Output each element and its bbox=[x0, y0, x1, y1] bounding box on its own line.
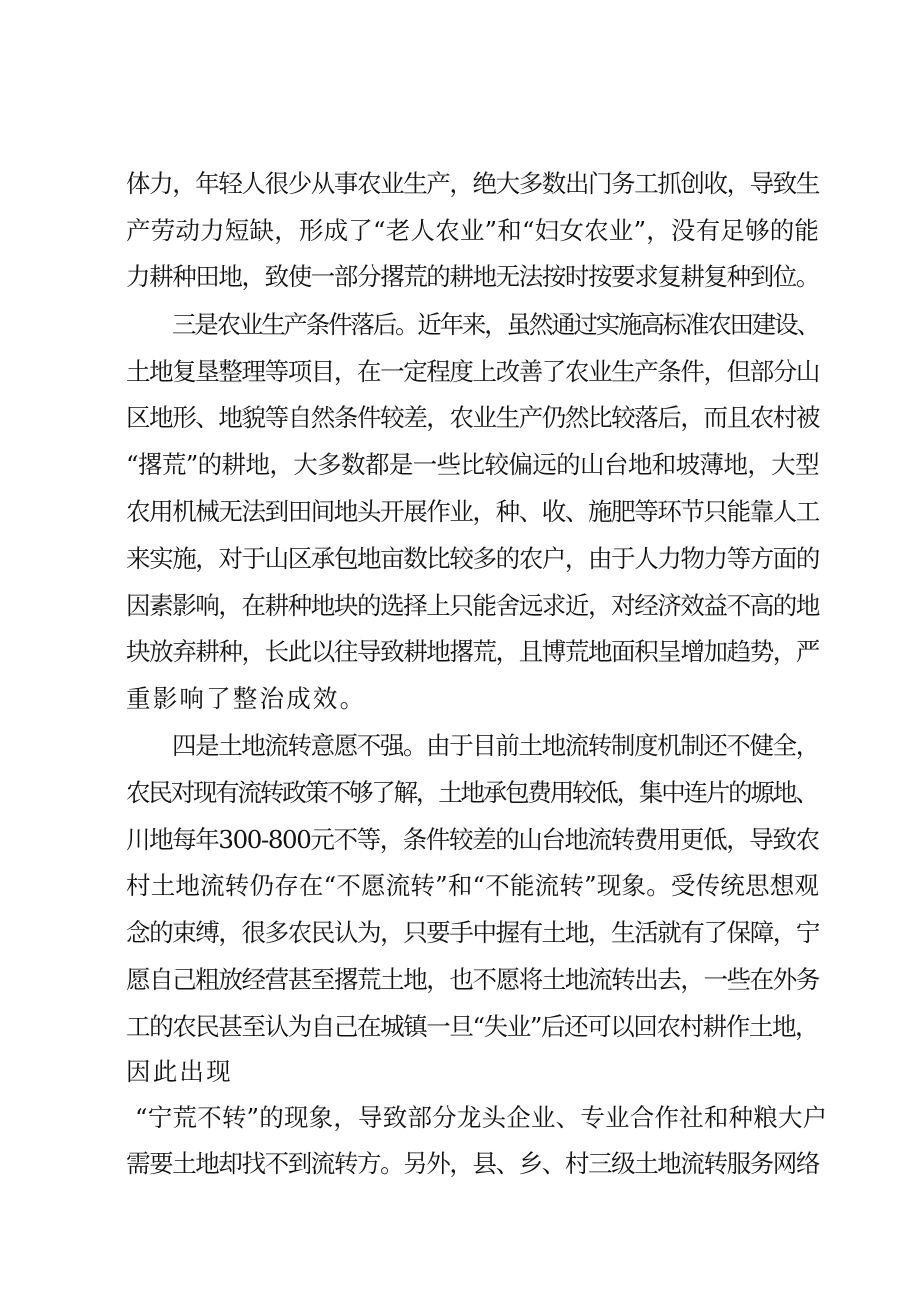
paragraph-line: 村土地流转仍存在“不愿流转”和“不能流转”现象。受传统思想观 bbox=[126, 871, 820, 900]
paragraph-line: 重影响了整治成效。 bbox=[126, 684, 367, 713]
paragraph-line: 三是农业生产条件落后。近年来，虽然通过实施高标准农田建设、 bbox=[172, 310, 819, 339]
paragraph-line: 念的束缚，很多农民认为，只要手中握有土地，生活就有了保障，宁 bbox=[126, 918, 819, 947]
paragraph-line: 区地形、地貌等自然条件较差，农业生产仍然比较落后，而且农村被 bbox=[126, 403, 819, 432]
paragraph-line: 因素影响，在耕种地块的选择上只能舍远求近，对经济效益不高的地 bbox=[126, 591, 819, 620]
paragraph-line: 因此出现 bbox=[126, 1057, 233, 1086]
paragraph-line: 愿自己粗放经营甚至撂荒土地，也不愿将土地流转出去，一些在外务 bbox=[126, 965, 819, 994]
paragraph-line: 四是土地流转意愿不强。由于目前土地流转制度机制还不健全， bbox=[172, 731, 819, 760]
paragraph-line: 需要土地却找不到流转方。另外，县、乡、村三级土地流转服务网络 bbox=[126, 1149, 819, 1178]
paragraph-line: 川地每年300-800元不等，条件较差的山台地流转费用更低，导致农 bbox=[126, 825, 819, 854]
paragraph-line: 产劳动力短缺，形成了“老人农业”和“妇女农业”，没有足够的能 bbox=[126, 216, 820, 245]
paragraph-line: 体力，年轻人很少从事农业生产，绝大多数出门务工抓创收，导致生 bbox=[126, 169, 819, 198]
paragraph-line: 工的农民甚至认为自己在城镇一旦“失业”后还可以回农村耕作土地， bbox=[126, 1012, 819, 1041]
paragraph-line: “宁荒不转”的现象，导致部分龙头企业、专业合作社和种粮大户 bbox=[135, 1103, 828, 1132]
paragraph-line: 土地复垦整理等项目，在一定程度上改善了农业生产条件，但部分山 bbox=[126, 357, 819, 386]
paragraph-line: 块放弃耕种，长此以往导致耕地撂荒，且博荒地面积呈增加趋势，严 bbox=[126, 637, 819, 666]
paragraph-line: 农民对现有流转政策不够了解，土地承包费用较低，集中连片的塬地、 bbox=[126, 778, 818, 807]
paragraph-line: 力耕种田地，致使一部分撂荒的耕地无法按时按要求复耕复种到位。 bbox=[126, 262, 819, 291]
paragraph-line: 农用机械无法到田间地头开展作业，种、收、施肥等环节只能靠人工 bbox=[126, 497, 819, 526]
paragraph-line: 来实施，对于山区承包地亩数比较多的农户，由于人力物力等方面的 bbox=[126, 544, 819, 573]
paragraph-line: “撂荒”的耕地，大多数都是一些比较偏远的山台地和坡薄地，大型 bbox=[126, 450, 820, 479]
